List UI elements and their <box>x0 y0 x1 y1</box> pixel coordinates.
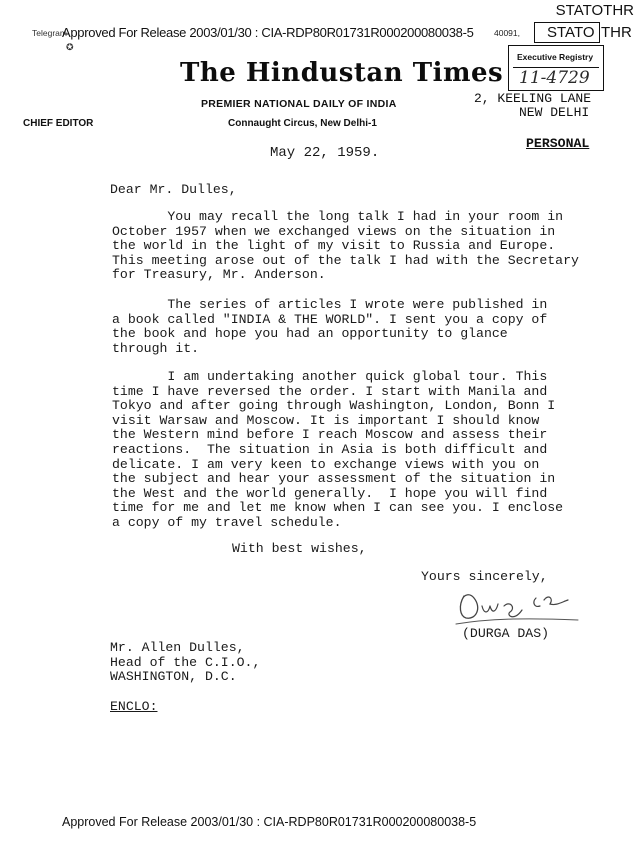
signature-name: (DURGA DAS) <box>462 626 550 641</box>
paragraph-line: October 1957 when we exchanged views on the situation in <box>112 223 556 239</box>
sender-address-line2: NEW DELHI <box>519 105 590 120</box>
statothr-stamp: STATOTHR <box>555 2 634 19</box>
recipient-title: Head of the C.I.O., <box>110 655 261 670</box>
chief-editor-label: CHIEF EDITOR <box>23 118 94 129</box>
handwritten-signature <box>452 588 582 628</box>
paragraph-line: time I have reversed the order. I start with Manila and <box>112 383 548 399</box>
paragraph-line: the world in the light of my visit to Russia and Europe. <box>112 238 556 254</box>
newspaper-address: Connaught Circus, New Delhi-1 <box>228 118 377 129</box>
emblem-mark-icon: ✪ <box>66 42 74 52</box>
personal-mark: PERSONAL <box>526 136 590 151</box>
paragraph-line: The series of articles I wrote were published in <box>112 297 548 312</box>
closing-wishes: With best wishes, <box>232 541 367 556</box>
executive-registry-label: Executive Registry <box>517 52 594 62</box>
release-line-top: Approved For Release 2003/01/30 : CIA-RDP80R01731R000200080038-5 <box>62 25 474 40</box>
newspaper-tagline: PREMIER NATIONAL DAILY OF INDIA <box>201 98 397 110</box>
body-paragraph-2 <box>112 298 612 356</box>
paragraph-line: through it. <box>112 340 200 356</box>
body-paragraph-3 <box>112 370 612 531</box>
body-paragraph-1 <box>112 210 612 283</box>
paragraph-line: a book called "INDIA & THE WORLD". I sent you a copy of <box>112 311 548 327</box>
paragraph-line: the book and hope you had an opportunity to glance <box>112 326 508 342</box>
release-line-bottom: Approved For Release 2003/01/30 : CIA-RDP80R01731R000200080038-5 <box>62 815 477 829</box>
executive-registry-box <box>508 45 604 91</box>
paragraph-line: a copy of my travel schedule. <box>112 514 342 530</box>
paragraph-line: the Western mind before I reach Moscow and assess their <box>112 427 548 443</box>
newspaper-masthead: The Hindustan Times <box>180 58 504 88</box>
sender-address-line1: 2, KEELING LANE <box>474 91 592 106</box>
paragraph-line: visit Warsaw and Moscow. It is important I should know <box>112 412 540 428</box>
paragraph-line: time for me and let me know when I can see you. I enclose <box>112 500 564 516</box>
telegram-prefix: Telegram <box>32 28 67 38</box>
letter-date: May 22, 1959. <box>270 145 380 161</box>
paragraph-line: for Treasury, Mr. Anderson. <box>112 267 326 283</box>
stato-box-text: STATO <box>547 24 595 41</box>
paragraph-line: You may recall the long talk I had in your room in <box>112 209 564 224</box>
salutation: Dear Mr. Dulles, <box>110 182 237 197</box>
paragraph-line: the subject and hear your assessment of the situation in <box>112 471 556 487</box>
enclosure-label: ENCLO: <box>110 699 158 714</box>
stato-box <box>534 22 600 43</box>
paragraph-line: This meeting arose out of the talk I had with the Secretary <box>112 252 579 268</box>
paragraph-line: Tokyo and after going through Washington, London, Bonn I <box>112 398 556 414</box>
paragraph-line: I am undertaking another quick global tour. This <box>112 369 548 384</box>
phone-number: 40091, <box>494 28 520 38</box>
paragraph-line: delicate. I am very keen to exchange views with you on <box>112 456 540 472</box>
recipient-name: Mr. Allen Dulles, <box>110 640 245 655</box>
registry-number: 11-4729 <box>519 68 590 88</box>
paragraph-line: the West and the world generally. I hope you will find <box>112 485 548 501</box>
stato-suffix: THR <box>601 24 632 41</box>
recipient-city: WASHINGTON, D.C. <box>110 669 237 684</box>
paragraph-line: reactions. The situation in Asia is both difficult and <box>112 441 548 457</box>
complimentary-close: Yours sincerely, <box>421 569 548 584</box>
